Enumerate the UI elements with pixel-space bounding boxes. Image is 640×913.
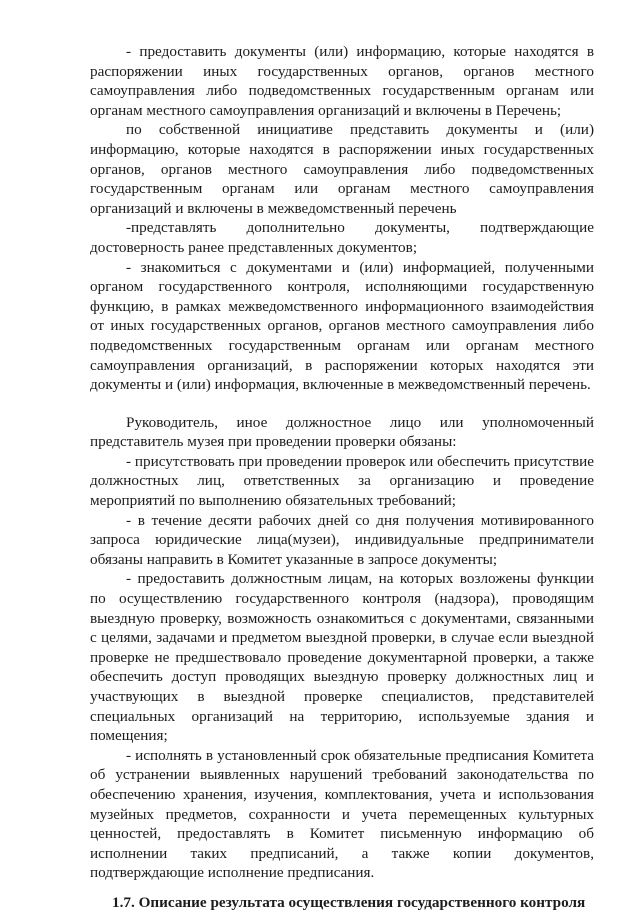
paragraph-execute-orders: - исполнять в установленный срок обязательные предписания Комитета об устранении выявленных нарушений требований законодательства по обеспечению хранения, изучения, комплектования, учета и использования музейных предметов, сохранности и учета перемещенных культурных ценностей, предоставлять в Комитет письменную информацию об исполнении таких предписаний, а также копии документов, подтверждающие исполнение предписания.	[90, 746, 594, 882]
paragraph-obligations-intro: Руководитель, иное должностное лицо или уполномоченный представитель музея при проведении проверки обязаны:	[90, 413, 594, 451]
document-page	[90, 42, 594, 913]
paragraph-additional-documents: -представлять дополнительно документы, подтверждающие достоверность ранее представленных документов;	[90, 219, 594, 256]
paragraph-provide-documents: - предоставить документы (или) информацию, которые находятся в распоряжении иных государственных органов, органов местного самоуправления либо подведомственных государственным органам или органам местного самоуправления организаций и включены в Перечень;	[90, 43, 594, 119]
paragraph-provide-access: - предоставить должностным лицам, на которых возложены функции по осуществлению государственного контроля (надзора), проводящим выездную проверку, возможность ознакомиться с документами, связанными с целями, задачами и предметом выездной проверки, в случае если выездной проверке не предшествовало проведение документарной проверки, а также обеспечить доступ проводящих выездную проверку должностных лиц и участвующих в выездной проверке специалистов, представителей специальных организаций на территорию, используемые здания и помещения;	[90, 570, 594, 745]
paragraph-own-initiative: по собственной инициативе представить документы и (или) информацию, которые находятся в распоряжении иных государственных органов, органов местного самоуправления либо подведомственных государственным органам или органам местного самоуправления организаций и включены в межведомственный перечень	[90, 121, 594, 217]
paragraph-be-present: - присутствовать при проведении проверок или обеспечить присутствие должностных лиц, ответственных за организацию и проведение мероприятий по выполнению обязательных требований;	[90, 452, 594, 510]
paragraph-gap	[90, 395, 594, 413]
paragraph-familiarize: - знакомиться с документами и (или) информацией, полученными органом государственного контроля, исполняющими государственную функцию, в рамках межведомственного информационного взаимодействия от иных государственных органов, органов местного самоуправления либо подведомственных государственным органам или органам местного самоуправления организаций, в распоряжении которых находятся эти документы и (или) информация, включенные в межведомственный перечень.	[90, 258, 594, 394]
section-heading: 1.7. Описание результата осуществления государственного контроля	[112, 893, 586, 911]
paragraph-ten-days: - в течение десяти рабочих дней со дня получения мотивированного запроса юридические лица(музеи), индивидуальные предприниматели обязаны направить в Комитет указанные в запросе документы;	[90, 511, 594, 568]
